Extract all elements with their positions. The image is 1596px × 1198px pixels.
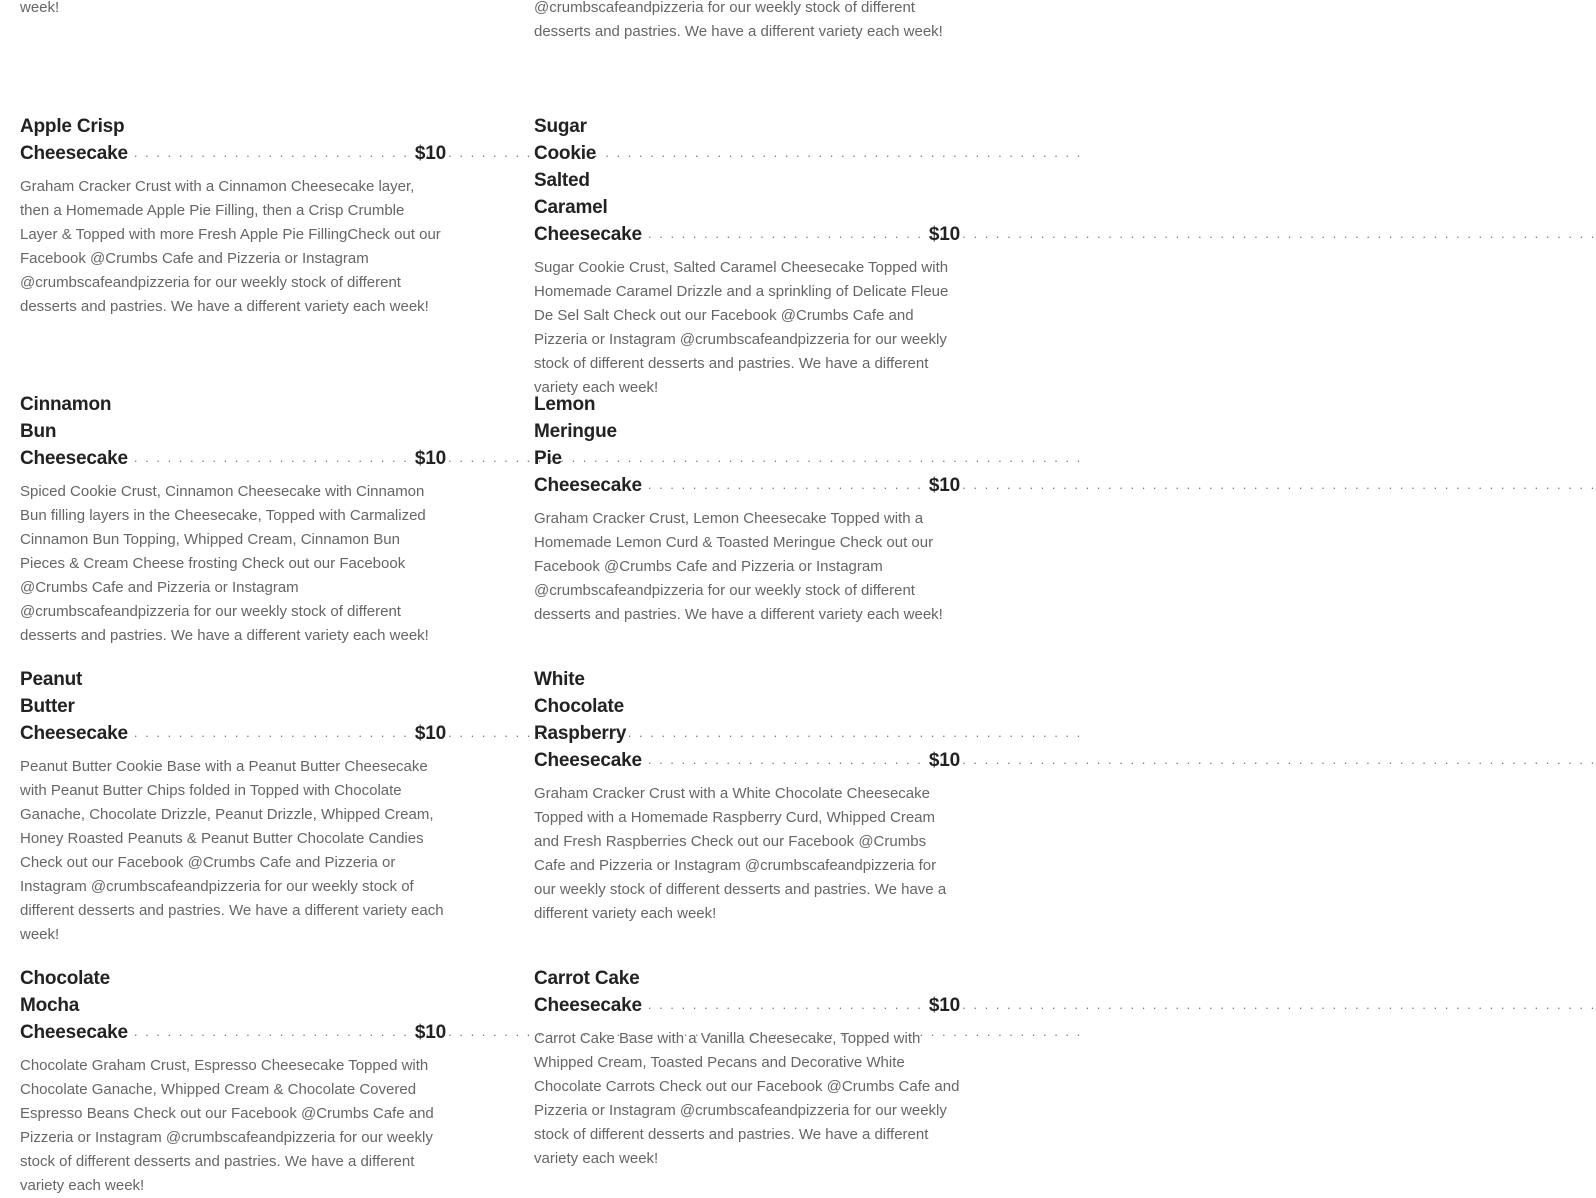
menu-item-lemon-meringue-pie-cheesecake — [534, 391, 960, 627]
menu-item-price: $10 — [928, 224, 960, 245]
previous-item-description-end: @crumbscafeandpizzeria for our weekly stock of different desserts and pastries. We have a different variety each week! — [534, 0, 943, 40]
menu-item-header — [534, 965, 960, 1019]
menu-item-header — [20, 391, 446, 472]
menu-item-cinnamon-bun-cheesecake — [20, 391, 446, 648]
previous-item-description-end: week! — [20, 0, 60, 16]
menu-item-name: Carrot Cake Cheesecake — [534, 968, 642, 1016]
menu-item-header — [20, 113, 446, 167]
menu-item-apple-crisp-cheesecake — [20, 113, 446, 319]
menu-item-chocolate-mocha-cheesecake — [20, 965, 446, 1198]
menu-item-name: Peanut Butter Cheesecake — [20, 669, 128, 744]
menu-item-peanut-butter-cheesecake — [20, 666, 446, 947]
menu-item-price: $10 — [414, 143, 446, 164]
menu-item-price: $10 — [928, 475, 960, 496]
menu-item-description: Graham Cracker Crust, Lemon Cheesecake Topped with a Homemade Lemon Curd & Toasted Meringue Check out our Facebook @Crumbs Cafe and Pizzeria or Instagram @crumbscafeandpizzeria for our weekly stock of different desserts and pastries. We have a different variety each week! — [534, 510, 943, 623]
menu-item-header — [534, 113, 960, 248]
menu-item-description: Graham Cracker Crust with a Cinnamon Cheesecake layer, then a Homemade Apple Pie Filling, then a Crisp Crumble Layer & Topped with more Fresh Apple Pie FillingCheck out our Facebook @Crumbs Cafe and Pizzeria or Instagram @crumbscafeandpizzeria for our weekly stock of different desserts and pastries. We have a different variety each week! — [20, 178, 441, 315]
menu-item-price: $10 — [414, 723, 446, 744]
menu-item-name: Cinnamon Bun Cheesecake — [20, 394, 128, 469]
menu-item-price: $10 — [414, 448, 446, 469]
menu-item-description: Sugar Cookie Crust, Salted Caramel Cheesecake Topped with Homemade Caramel Drizzle and a sprinkling of Delicate Fleue De Sel Salt Check out our Facebook @Crumbs Cafe and Pizzeria or Instagram @crumbscafeandpizzeria for our weekly stock of different desserts and pastries. We have a different variety each week! — [534, 259, 949, 396]
menu-item-description: Graham Cracker Crust with a White Chocolate Cheesecake Topped with a Homemade Raspberry Curd, Whipped Cream and Fresh Raspberries Check out our Facebook @Crumbs Cafe and Pizzeria or Instagram @crumbscafeandpizzeria for our weekly stock of different desserts and pastries. We have a different variety each week! — [534, 785, 947, 922]
dot-leader — [134, 144, 409, 162]
dot-leader — [134, 1023, 409, 1041]
dot-leader — [648, 225, 923, 243]
dot-leader — [648, 476, 923, 494]
menu-item-price: $10 — [414, 1022, 446, 1043]
menu-item-header — [20, 666, 446, 747]
menu-item-name: Apple Crisp Cheesecake — [20, 116, 128, 164]
menu-item-description: Carrot Cake Base with a Vanilla Cheesecake, Topped with Whipped Cream, Toasted Pecans and Decorative White Chocolate Carrots Check out our Facebook @Crumbs Cafe and Pizzeria or Instagram @crumbscafeandpizzeria for our weekly stock of different desserts and pastries. We have a different variety each week! — [534, 1030, 960, 1167]
menu-item-sugar-cookie-salted-caramel-cheesecake — [534, 113, 960, 400]
menu-item-name: Sugar Cookie Salted Caramel Cheesecake — [534, 116, 642, 245]
menu-item-price: $10 — [928, 995, 960, 1016]
menu-item-description: Spiced Cookie Crust, Cinnamon Cheesecake with Cinnamon Bun filling layers in the Cheesecake, Topped with Carmalized Cinnamon Bun Topping, Whipped Cream, Cinnamon Bun Pieces & Cream Cheese frosting Check out our Facebook @Crumbs Cafe and Pizzeria or Instagram @crumbscafeandpizzeria for our weekly stock of different desserts and pastries. We have a different variety each week! — [20, 483, 429, 644]
menu-item-price: $10 — [928, 750, 960, 771]
dot-leader — [134, 449, 409, 467]
menu-item-description: Chocolate Graham Crust, Espresso Cheesecake Topped with Chocolate Ganache, Whipped Cream & Chocolate Covered Espresso Beans Check out our Facebook @Crumbs Cafe and Pizzeria or Instagram @crumbscafeandpizzeria for our weekly stock of different desserts and pastries. We have a different variety each week! — [20, 1057, 434, 1194]
menu-item-header — [20, 965, 446, 1046]
dot-leader — [134, 724, 409, 742]
menu-item-header — [534, 666, 960, 774]
menu-item-description: Peanut Butter Cookie Base with a Peanut Butter Cheesecake with Peanut Butter Chips folded in Topped with Chocolate Ganache, Chocolate Drizzle, Peanut Drizzle, Whipped Cream, Honey Roasted Peanuts & Peanut Butter Chocolate Candies Check out our Facebook @Crumbs Cafe and Pizzeria or Instagram @crumbscafeandpizzeria for our weekly stock of different desserts and pastries. We have a different variety each week! — [20, 758, 444, 943]
menu-item-name: Chocolate Mocha Cheesecake — [20, 968, 128, 1043]
dot-leader — [648, 996, 923, 1014]
menu-item-white-chocolate-raspberry-cheesecake — [534, 666, 960, 926]
menu-item-name: White Chocolate Raspberry Cheesecake — [534, 669, 642, 771]
menu-item-carrot-cake-cheesecake — [534, 965, 960, 1171]
menu-item-header — [534, 391, 960, 499]
dot-leader — [648, 751, 923, 769]
menu-item-name: Lemon Meringue Pie Cheesecake — [534, 394, 642, 496]
